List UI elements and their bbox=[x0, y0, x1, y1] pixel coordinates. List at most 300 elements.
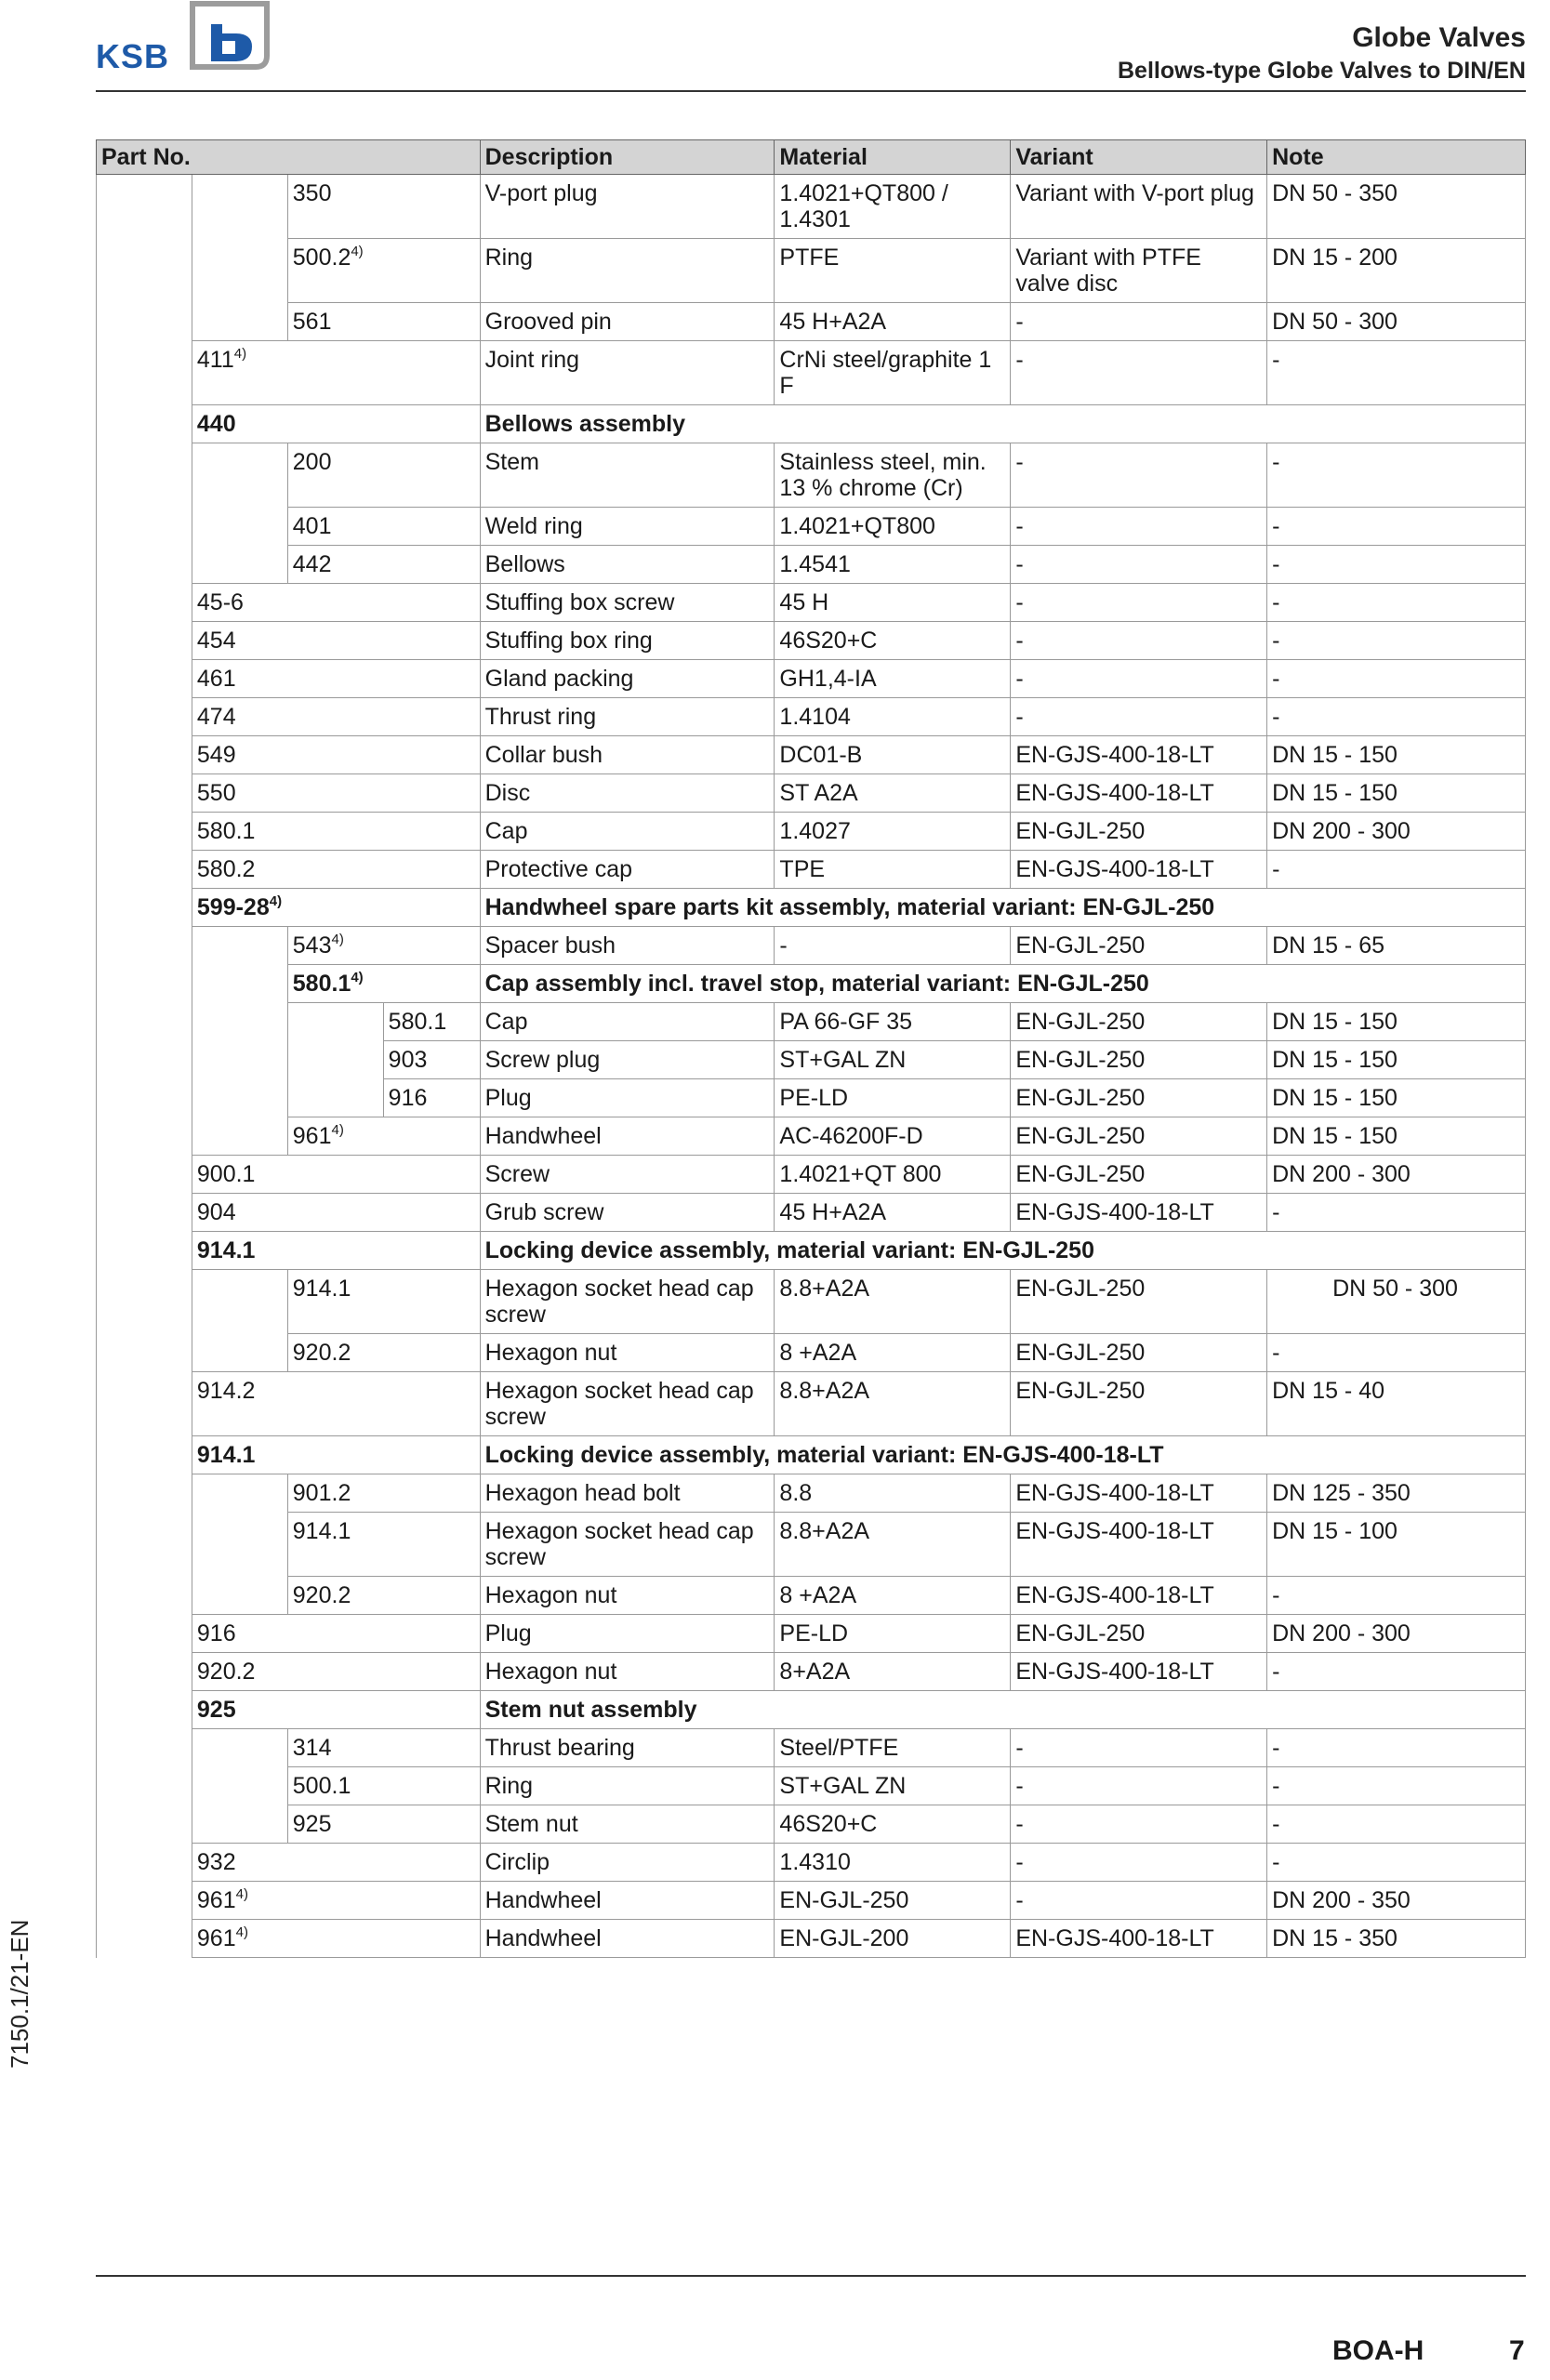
note-cell: - bbox=[1267, 584, 1526, 622]
description-cell: Hexagon nut bbox=[480, 1577, 775, 1615]
description-cell: Thrust bearing bbox=[480, 1729, 775, 1767]
table-row bbox=[97, 927, 1526, 965]
variant-cell: EN-GJS-400-18-LT bbox=[1011, 1577, 1267, 1615]
assembly-description: Locking device assembly, material variant: EN-GJS-400-18-LT bbox=[480, 1436, 1525, 1474]
indent-cell bbox=[97, 1334, 192, 1372]
part-no: 920.2 bbox=[196, 1659, 256, 1685]
note-cell: - bbox=[1267, 660, 1526, 698]
part-no: 561 bbox=[292, 309, 332, 335]
footnote-ref: 4) bbox=[351, 970, 364, 985]
part-no-cell bbox=[287, 1334, 480, 1372]
note-cell: DN 15 - 100 bbox=[1267, 1513, 1526, 1577]
part-no: 920.2 bbox=[292, 1340, 351, 1366]
variant-cell: - bbox=[1011, 1882, 1267, 1920]
part-no: 914.1 bbox=[196, 1442, 256, 1468]
assembly-row bbox=[97, 965, 1526, 1003]
part-no: 440 bbox=[196, 411, 236, 437]
part-no-cell bbox=[287, 508, 480, 546]
part-no-cell bbox=[287, 303, 480, 341]
variant-cell: EN-GJS-400-18-LT bbox=[1011, 1474, 1267, 1513]
part-no: 901.2 bbox=[292, 1480, 351, 1506]
table-row bbox=[97, 1041, 1526, 1079]
part-no: 314 bbox=[292, 1735, 332, 1761]
part-no-cell bbox=[287, 546, 480, 584]
indent-cell bbox=[97, 546, 192, 584]
note-cell: - bbox=[1267, 1767, 1526, 1805]
parts-table-body bbox=[97, 175, 1526, 1958]
indent-cell bbox=[97, 660, 192, 698]
footnote-ref: 4) bbox=[269, 893, 283, 909]
note-cell: DN 15 - 65 bbox=[1267, 927, 1526, 965]
note-cell: DN 50 - 300 bbox=[1267, 1270, 1526, 1334]
material-cell: PE-LD bbox=[775, 1615, 1011, 1653]
note-cell: - bbox=[1267, 1577, 1526, 1615]
note-cell: - bbox=[1267, 698, 1526, 736]
variant-cell: EN-GJL-250 bbox=[1011, 927, 1267, 965]
part-no-cell bbox=[192, 622, 480, 660]
indent-cell bbox=[97, 1767, 192, 1805]
part-no: 442 bbox=[292, 551, 332, 577]
note-cell: - bbox=[1267, 1844, 1526, 1882]
indent-cell bbox=[192, 1079, 287, 1117]
part-no-cell bbox=[192, 660, 480, 698]
part-no: 350 bbox=[292, 180, 332, 206]
part-no: 903 bbox=[388, 1047, 428, 1073]
footnote-ref: 4) bbox=[331, 932, 344, 947]
indent-cell bbox=[97, 851, 192, 889]
part-no-cell bbox=[192, 1156, 480, 1194]
part-no: 914.1 bbox=[292, 1518, 351, 1544]
part-no: 914.2 bbox=[196, 1378, 256, 1404]
variant-cell: - bbox=[1011, 1805, 1267, 1844]
part-no: 916 bbox=[196, 1620, 236, 1646]
indent-cell bbox=[192, 508, 287, 546]
part-no: 914.1 bbox=[196, 1237, 256, 1263]
material-cell: CrNi steel/graphite 1 F bbox=[775, 341, 1011, 405]
note-cell: DN 50 - 300 bbox=[1267, 303, 1526, 341]
table-row bbox=[97, 546, 1526, 584]
assembly-description: Bellows assembly bbox=[480, 405, 1525, 443]
material-cell: TPE bbox=[775, 851, 1011, 889]
col-header-note: Note bbox=[1267, 140, 1526, 175]
indent-cell bbox=[97, 1729, 192, 1767]
table-row bbox=[97, 1117, 1526, 1156]
variant-cell: EN-GJS-400-18-LT bbox=[1011, 1920, 1267, 1958]
variant-cell: EN-GJS-400-18-LT bbox=[1011, 774, 1267, 813]
part-no: 580.1 bbox=[388, 1009, 447, 1035]
indent-cell bbox=[97, 1882, 192, 1920]
assembly-description: Stem nut assembly bbox=[480, 1691, 1525, 1729]
indent-cell bbox=[97, 965, 192, 1003]
material-cell: 46S20+C bbox=[775, 1805, 1011, 1844]
note-cell: DN 15 - 350 bbox=[1267, 1920, 1526, 1958]
part-no: 454 bbox=[196, 628, 236, 654]
description-cell: Ring bbox=[480, 1767, 775, 1805]
description-cell: Handwheel bbox=[480, 1882, 775, 1920]
indent-cell bbox=[192, 1474, 287, 1513]
material-cell: Steel/PTFE bbox=[775, 1729, 1011, 1767]
indent-cell bbox=[97, 1270, 192, 1334]
indent-cell bbox=[97, 1003, 192, 1041]
part-no-cell bbox=[192, 736, 480, 774]
part-no-cell bbox=[192, 774, 480, 813]
indent-cell bbox=[97, 1156, 192, 1194]
indent-cell bbox=[192, 239, 287, 303]
part-no-cell bbox=[192, 1194, 480, 1232]
part-no: 961 bbox=[196, 1887, 236, 1913]
material-cell: 1.4021+QT 800 bbox=[775, 1156, 1011, 1194]
assembly-row bbox=[97, 1436, 1526, 1474]
indent-cell bbox=[192, 1041, 287, 1079]
note-cell: DN 200 - 300 bbox=[1267, 1615, 1526, 1653]
table-row bbox=[97, 1513, 1526, 1577]
variant-cell: - bbox=[1011, 303, 1267, 341]
assembly-row bbox=[97, 1691, 1526, 1729]
variant-cell: EN-GJL-250 bbox=[1011, 1003, 1267, 1041]
description-cell: Screw bbox=[480, 1156, 775, 1194]
table-row bbox=[97, 1156, 1526, 1194]
part-no-cell bbox=[287, 1117, 480, 1156]
description-cell: Stuffing box screw bbox=[480, 584, 775, 622]
indent-cell bbox=[97, 303, 192, 341]
variant-cell: Variant with V-port plug bbox=[1011, 175, 1267, 239]
note-cell: - bbox=[1267, 1805, 1526, 1844]
table-row bbox=[97, 698, 1526, 736]
description-cell: V-port plug bbox=[480, 175, 775, 239]
part-no-cell bbox=[287, 239, 480, 303]
table-row bbox=[97, 1653, 1526, 1691]
part-no-cell bbox=[192, 1436, 480, 1474]
note-cell: DN 15 - 150 bbox=[1267, 1041, 1526, 1079]
description-cell: Grub screw bbox=[480, 1194, 775, 1232]
description-cell: Hexagon head bolt bbox=[480, 1474, 775, 1513]
document-code: 7150.1/21-EN bbox=[6, 1919, 33, 2069]
description-cell: Handwheel bbox=[480, 1117, 775, 1156]
part-no: 580.2 bbox=[196, 856, 256, 882]
description-cell: Stem nut bbox=[480, 1805, 775, 1844]
description-cell: Hexagon nut bbox=[480, 1334, 775, 1372]
note-cell: - bbox=[1267, 546, 1526, 584]
indent-cell bbox=[192, 1513, 287, 1577]
description-cell: Disc bbox=[480, 774, 775, 813]
indent-cell bbox=[97, 927, 192, 965]
note-cell: DN 200 - 300 bbox=[1267, 1156, 1526, 1194]
material-cell: ST A2A bbox=[775, 774, 1011, 813]
indent-cell bbox=[97, 1079, 192, 1117]
description-cell: Cap bbox=[480, 813, 775, 851]
part-no: 474 bbox=[196, 704, 236, 730]
variant-cell: - bbox=[1011, 508, 1267, 546]
material-cell: PA 66-GF 35 bbox=[775, 1003, 1011, 1041]
material-cell: 8.8+A2A bbox=[775, 1270, 1011, 1334]
description-cell: Joint ring bbox=[480, 341, 775, 405]
indent-cell bbox=[97, 1041, 192, 1079]
variant-cell: - bbox=[1011, 443, 1267, 508]
table-row bbox=[97, 1270, 1526, 1334]
header-divider bbox=[96, 90, 1526, 92]
part-no: 914.1 bbox=[292, 1276, 351, 1302]
description-cell: Thrust ring bbox=[480, 698, 775, 736]
indent-cell bbox=[97, 1615, 192, 1653]
variant-cell: EN-GJL-250 bbox=[1011, 1334, 1267, 1372]
part-no-cell bbox=[287, 1474, 480, 1513]
variant-cell: EN-GJL-250 bbox=[1011, 1615, 1267, 1653]
material-cell: ST+GAL ZN bbox=[775, 1767, 1011, 1805]
indent-cell bbox=[97, 239, 192, 303]
part-no: 925 bbox=[196, 1697, 236, 1723]
part-no: 580.1 bbox=[292, 971, 351, 997]
part-no-cell bbox=[287, 175, 480, 239]
indent-cell bbox=[97, 1653, 192, 1691]
description-cell: Circlip bbox=[480, 1844, 775, 1882]
indent-cell bbox=[97, 1232, 192, 1270]
material-cell: 8 +A2A bbox=[775, 1577, 1011, 1615]
indent-cell bbox=[97, 584, 192, 622]
variant-cell: - bbox=[1011, 1844, 1267, 1882]
note-cell: DN 15 - 200 bbox=[1267, 239, 1526, 303]
variant-cell: EN-GJL-250 bbox=[1011, 1041, 1267, 1079]
table-row bbox=[97, 622, 1526, 660]
part-no: 580.1 bbox=[196, 818, 256, 844]
table-row bbox=[97, 1372, 1526, 1436]
indent-cell bbox=[192, 1117, 287, 1156]
table-row bbox=[97, 1805, 1526, 1844]
part-no: 461 bbox=[196, 666, 236, 692]
note-cell: DN 125 - 350 bbox=[1267, 1474, 1526, 1513]
note-cell: DN 15 - 150 bbox=[1267, 736, 1526, 774]
variant-cell: EN-GJS-400-18-LT bbox=[1011, 851, 1267, 889]
note-cell: DN 200 - 300 bbox=[1267, 813, 1526, 851]
indent-cell bbox=[97, 175, 192, 239]
table-row bbox=[97, 736, 1526, 774]
variant-cell: EN-GJL-250 bbox=[1011, 813, 1267, 851]
part-no-cell bbox=[383, 1079, 480, 1117]
part-no: 599-28 bbox=[196, 894, 270, 920]
table-row bbox=[97, 175, 1526, 239]
footer-divider bbox=[96, 2275, 1526, 2277]
material-cell: 1.4021+QT800 bbox=[775, 508, 1011, 546]
col-header-part-no: Part No. bbox=[97, 140, 481, 175]
indent-cell bbox=[97, 889, 192, 927]
description-cell: Grooved pin bbox=[480, 303, 775, 341]
table-row bbox=[97, 584, 1526, 622]
description-cell: Plug bbox=[480, 1615, 775, 1653]
description-cell: Hexagon socket head cap screw bbox=[480, 1513, 775, 1577]
part-no-cell bbox=[192, 851, 480, 889]
note-cell: - bbox=[1267, 1729, 1526, 1767]
description-cell: Collar bush bbox=[480, 736, 775, 774]
description-cell: Spacer bush bbox=[480, 927, 775, 965]
indent-cell bbox=[192, 927, 287, 965]
part-no-cell bbox=[192, 1372, 480, 1436]
description-cell: Protective cap bbox=[480, 851, 775, 889]
part-no-cell bbox=[192, 341, 480, 405]
table-row bbox=[97, 1079, 1526, 1117]
variant-cell: EN-GJL-250 bbox=[1011, 1156, 1267, 1194]
indent-cell bbox=[97, 1805, 192, 1844]
indent-cell bbox=[97, 1691, 192, 1729]
part-no-cell bbox=[287, 1270, 480, 1334]
note-cell: - bbox=[1267, 622, 1526, 660]
variant-cell: - bbox=[1011, 698, 1267, 736]
part-no-cell bbox=[192, 584, 480, 622]
part-no: 961 bbox=[292, 1123, 332, 1149]
variant-cell: EN-GJL-250 bbox=[1011, 1117, 1267, 1156]
footnote-ref: 4) bbox=[233, 346, 247, 362]
material-cell: 45 H bbox=[775, 584, 1011, 622]
table-row bbox=[97, 1474, 1526, 1513]
col-header-variant: Variant bbox=[1011, 140, 1267, 175]
indent-cell bbox=[97, 405, 192, 443]
part-no-cell bbox=[192, 1653, 480, 1691]
col-header-material: Material bbox=[775, 140, 1011, 175]
material-cell: EN-GJL-250 bbox=[775, 1882, 1011, 1920]
material-cell: - bbox=[775, 927, 1011, 965]
part-no-cell bbox=[383, 1041, 480, 1079]
part-no-cell bbox=[192, 405, 480, 443]
indent-cell bbox=[287, 1079, 383, 1117]
note-cell: - bbox=[1267, 341, 1526, 405]
assembly-description: Locking device assembly, material variant: EN-GJL-250 bbox=[480, 1232, 1525, 1270]
description-cell: Stuffing box ring bbox=[480, 622, 775, 660]
indent-cell bbox=[287, 1003, 383, 1041]
variant-cell: EN-GJL-250 bbox=[1011, 1372, 1267, 1436]
indent-cell bbox=[97, 1194, 192, 1232]
note-cell: - bbox=[1267, 508, 1526, 546]
description-cell: Hexagon socket head cap screw bbox=[480, 1372, 775, 1436]
description-cell: Stem bbox=[480, 443, 775, 508]
part-no-cell bbox=[192, 1691, 480, 1729]
material-cell: 1.4027 bbox=[775, 813, 1011, 851]
parts-table bbox=[96, 139, 1526, 1958]
description-cell: Hexagon socket head cap screw bbox=[480, 1270, 775, 1334]
material-cell: 8+A2A bbox=[775, 1653, 1011, 1691]
description-cell: Weld ring bbox=[480, 508, 775, 546]
description-cell: Bellows bbox=[480, 546, 775, 584]
part-no-cell bbox=[192, 1232, 480, 1270]
table-row bbox=[97, 660, 1526, 698]
page-number: 7 bbox=[1509, 2335, 1525, 2366]
variant-cell: - bbox=[1011, 584, 1267, 622]
indent-cell bbox=[97, 736, 192, 774]
note-cell: DN 50 - 350 bbox=[1267, 175, 1526, 239]
indent-cell bbox=[97, 1920, 192, 1958]
indent-cell bbox=[192, 546, 287, 584]
table-row bbox=[97, 1615, 1526, 1653]
part-no-cell bbox=[287, 1729, 480, 1767]
note-cell: - bbox=[1267, 1334, 1526, 1372]
material-cell: 8 +A2A bbox=[775, 1334, 1011, 1372]
part-no-cell bbox=[192, 698, 480, 736]
part-no-cell bbox=[287, 1767, 480, 1805]
part-no: 45-6 bbox=[196, 589, 244, 615]
indent-cell bbox=[192, 1003, 287, 1041]
note-cell: DN 15 - 150 bbox=[1267, 1079, 1526, 1117]
part-no-cell bbox=[192, 1882, 480, 1920]
part-no: 920.2 bbox=[292, 1582, 351, 1608]
material-cell: EN-GJL-200 bbox=[775, 1920, 1011, 1958]
indent-cell bbox=[192, 965, 287, 1003]
indent-cell bbox=[97, 813, 192, 851]
table-row bbox=[97, 508, 1526, 546]
part-no-cell bbox=[287, 965, 480, 1003]
table-row bbox=[97, 303, 1526, 341]
variant-cell: - bbox=[1011, 546, 1267, 584]
description-cell: Ring bbox=[480, 239, 775, 303]
part-no: 961 bbox=[196, 1925, 236, 1951]
part-no-cell bbox=[192, 1920, 480, 1958]
footnote-ref: 4) bbox=[235, 1886, 248, 1902]
page-title: Globe Valves bbox=[1352, 22, 1526, 53]
part-no: 925 bbox=[292, 1811, 332, 1837]
note-cell: DN 15 - 150 bbox=[1267, 774, 1526, 813]
indent-cell bbox=[192, 443, 287, 508]
footnote-ref: 4) bbox=[331, 1122, 344, 1138]
material-cell: 8.8 bbox=[775, 1474, 1011, 1513]
material-cell: 45 H+A2A bbox=[775, 1194, 1011, 1232]
part-no: 200 bbox=[292, 449, 332, 475]
material-cell: 1.4021+QT800 / 1.4301 bbox=[775, 175, 1011, 239]
part-no-cell bbox=[287, 1513, 480, 1577]
material-cell: 1.4310 bbox=[775, 1844, 1011, 1882]
table-row bbox=[97, 1882, 1526, 1920]
indent-cell bbox=[192, 1767, 287, 1805]
brand-name: KSB bbox=[96, 37, 170, 75]
table-row bbox=[97, 1577, 1526, 1615]
indent-cell bbox=[97, 1372, 192, 1436]
ksb-b-icon bbox=[185, 0, 271, 74]
indent-cell bbox=[97, 1513, 192, 1577]
note-cell: DN 200 - 350 bbox=[1267, 1882, 1526, 1920]
description-cell: Handwheel bbox=[480, 1920, 775, 1958]
material-cell: 1.4541 bbox=[775, 546, 1011, 584]
table-row bbox=[97, 239, 1526, 303]
variant-cell: EN-GJS-400-18-LT bbox=[1011, 736, 1267, 774]
indent-cell bbox=[97, 774, 192, 813]
note-cell: DN 15 - 150 bbox=[1267, 1117, 1526, 1156]
material-cell: 1.4104 bbox=[775, 698, 1011, 736]
part-no: 500.1 bbox=[292, 1773, 351, 1799]
description-cell: Hexagon nut bbox=[480, 1653, 775, 1691]
part-no: 411 bbox=[196, 347, 234, 373]
material-cell: Stainless steel, min. 13 % chrome (Cr) bbox=[775, 443, 1011, 508]
indent-cell bbox=[287, 1041, 383, 1079]
indent-cell bbox=[192, 1729, 287, 1767]
material-cell: PE-LD bbox=[775, 1079, 1011, 1117]
note-cell: - bbox=[1267, 851, 1526, 889]
indent-cell bbox=[192, 1577, 287, 1615]
variant-cell: EN-GJS-400-18-LT bbox=[1011, 1194, 1267, 1232]
indent-cell bbox=[97, 1117, 192, 1156]
table-row bbox=[97, 1194, 1526, 1232]
material-cell: DC01-B bbox=[775, 736, 1011, 774]
part-no: 932 bbox=[196, 1849, 236, 1875]
assembly-description: Handwheel spare parts kit assembly, material variant: EN-GJL-250 bbox=[480, 889, 1525, 927]
variant-cell: - bbox=[1011, 1729, 1267, 1767]
assembly-description: Cap assembly incl. travel stop, material variant: EN-GJL-250 bbox=[480, 965, 1525, 1003]
indent-cell bbox=[97, 698, 192, 736]
material-cell: 45 H+A2A bbox=[775, 303, 1011, 341]
variant-cell: - bbox=[1011, 1767, 1267, 1805]
variant-cell: EN-GJL-250 bbox=[1011, 1079, 1267, 1117]
note-cell: - bbox=[1267, 1653, 1526, 1691]
description-cell: Plug bbox=[480, 1079, 775, 1117]
indent-cell bbox=[97, 622, 192, 660]
part-no-cell bbox=[192, 813, 480, 851]
table-row bbox=[97, 1003, 1526, 1041]
table-row bbox=[97, 851, 1526, 889]
description-cell: Gland packing bbox=[480, 660, 775, 698]
